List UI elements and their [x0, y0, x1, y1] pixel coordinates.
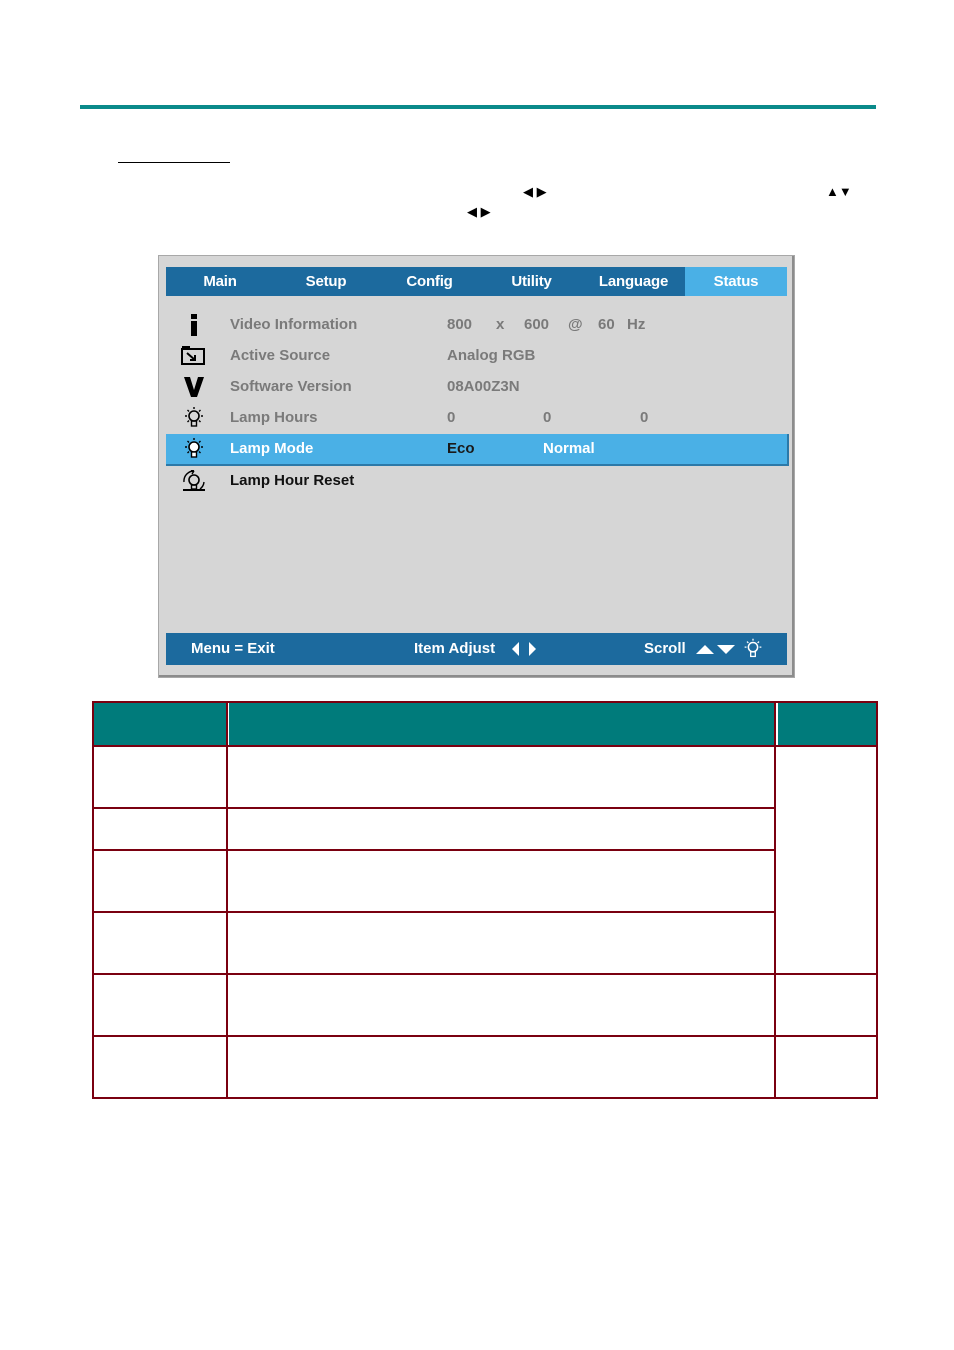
row-value: 08A00Z3N — [447, 378, 520, 395]
lamp-hours-total: 0 — [447, 409, 456, 426]
lamp-hours-normal: 0 — [640, 409, 649, 426]
lamp-icon — [740, 637, 766, 661]
lamp-mode-eco-option[interactable]: Eco — [447, 440, 475, 457]
tab-main[interactable]: Main — [203, 273, 237, 290]
osd-footer — [166, 633, 787, 665]
row-software-version[interactable] — [166, 372, 787, 402]
left-right-arrows-icon: ◀ ▶ — [467, 204, 491, 219]
lamp-icon — [180, 407, 208, 429]
left-right-arrows-icon: ◀ ▶ — [523, 184, 547, 199]
table-row-divider — [92, 1035, 878, 1037]
row-lamp-mode[interactable] — [166, 434, 789, 466]
left-right-arrows-icon — [510, 641, 538, 657]
table-header-cell — [92, 701, 226, 745]
table-border — [876, 701, 878, 1099]
table-border — [92, 1097, 878, 1099]
header-rule — [80, 105, 876, 109]
row-video-information[interactable] — [166, 310, 787, 340]
resolution-height: 600 — [524, 316, 550, 333]
status-description-table — [92, 701, 878, 1099]
info-icon — [180, 314, 208, 336]
lamp-mode-normal-option[interactable]: Normal — [543, 440, 595, 457]
row-label: Active Source — [230, 347, 331, 364]
section-heading-underline — [118, 162, 230, 163]
table-header-cell — [778, 701, 878, 745]
scroll-hint: Scroll — [644, 640, 686, 657]
table-row-divider — [92, 973, 878, 975]
resolution-width: 800 — [447, 316, 473, 333]
row-lamp-hour-reset[interactable] — [166, 466, 787, 496]
table-border — [92, 701, 878, 703]
refresh-unit: Hz — [627, 316, 646, 333]
table-header-cell — [229, 701, 775, 745]
resolution-separator: x — [496, 316, 505, 333]
table-row-divider — [92, 849, 776, 851]
tab-language[interactable]: Language — [598, 273, 669, 290]
row-label: Lamp Hour Reset — [230, 472, 355, 489]
tab-utility[interactable]: Utility — [511, 273, 552, 290]
lamp-hours-eco: 0 — [543, 409, 552, 426]
osd-tab-bar — [166, 267, 787, 296]
at-sign: @ — [568, 316, 583, 333]
tab-config[interactable]: Config — [406, 273, 453, 290]
table-row-divider — [92, 745, 878, 747]
row-active-source[interactable] — [166, 341, 787, 371]
refresh-rate: 60 — [598, 316, 615, 333]
tab-status[interactable]: Status — [685, 267, 787, 296]
row-label: Lamp Hours — [230, 409, 318, 426]
row-label: Video Information — [230, 316, 358, 333]
up-down-arrows-icon — [695, 642, 739, 656]
tab-setup[interactable]: Setup — [305, 273, 347, 290]
menu-exit-hint: Menu = Exit — [191, 640, 275, 657]
table-column-divider — [774, 701, 776, 1099]
table-row-divider — [92, 911, 776, 913]
row-label: Software Version — [230, 378, 352, 395]
table-border — [92, 701, 94, 1099]
lamp-reset-icon — [180, 470, 208, 492]
up-down-arrows-icon: ▲▼ — [826, 184, 852, 199]
osd-status-menu — [158, 255, 795, 678]
row-lamp-hours[interactable] — [166, 403, 787, 433]
table-row-divider — [92, 807, 776, 809]
source-icon — [180, 345, 208, 367]
row-label: Lamp Mode — [230, 440, 314, 457]
row-value: Analog RGB — [447, 347, 536, 364]
table-column-divider — [226, 701, 228, 1099]
lamp-icon — [180, 438, 208, 460]
item-adjust-hint: Item Adjust — [414, 640, 496, 657]
version-icon — [180, 376, 208, 398]
